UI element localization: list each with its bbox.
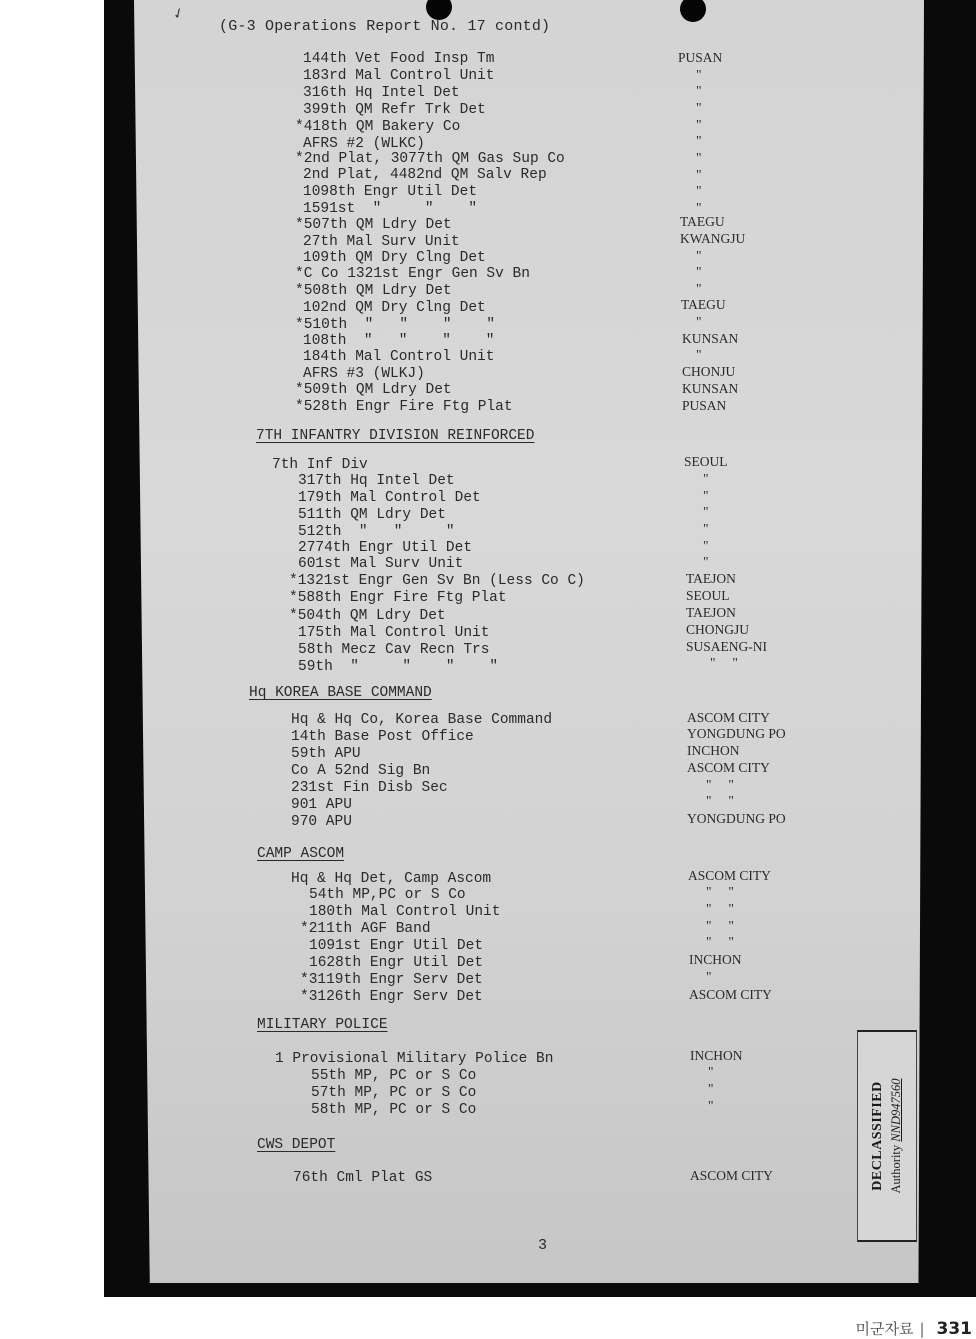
location: " bbox=[696, 281, 702, 296]
location: " bbox=[696, 83, 702, 98]
location: PUSAN bbox=[682, 398, 727, 413]
unit-entry: *3126th Engr Serv Det bbox=[300, 989, 483, 1005]
location: CHONJU bbox=[682, 364, 736, 379]
location: TAEGU bbox=[681, 297, 726, 312]
unit-entry: 180th Mal Control Unit bbox=[309, 904, 501, 920]
unit-entry: 58th MP, PC or S Co bbox=[311, 1102, 477, 1118]
location: SUSAENG-NI bbox=[686, 639, 767, 654]
location: " bbox=[703, 471, 709, 486]
location: ASCOM CITY bbox=[687, 710, 770, 725]
stamp-authority-label: Authority bbox=[889, 1144, 903, 1194]
unit-entry: 901 APU bbox=[291, 797, 352, 813]
location: ASCOM CITY bbox=[689, 987, 772, 1002]
section-title: MILITARY POLICE bbox=[257, 1017, 388, 1033]
unit-entry: 179th Mal Control Det bbox=[298, 490, 481, 506]
location: " bbox=[703, 488, 709, 503]
section-title: 7TH INFANTRY DIVISION REINFORCED bbox=[256, 428, 535, 444]
unit-entry: 316th Hq Intel Det bbox=[303, 85, 460, 101]
location: " " bbox=[706, 918, 734, 933]
location: " bbox=[696, 67, 702, 82]
unit-entry: 2774th Engr Util Det bbox=[298, 540, 473, 556]
unit-entry: 231st Fin Disb Sec bbox=[291, 780, 448, 796]
unit-entry: *507th QM Ldry Det bbox=[295, 217, 452, 233]
location: " " bbox=[710, 655, 738, 670]
location: " bbox=[696, 100, 702, 115]
unit-entry: 108th " " " " bbox=[303, 333, 495, 349]
unit-entry: 54th MP,PC or S Co bbox=[309, 887, 466, 903]
location: PUSAN bbox=[678, 50, 723, 65]
unit-entry: 55th MP, PC or S Co bbox=[311, 1068, 477, 1084]
declassified-stamp bbox=[857, 1030, 917, 1242]
location: TAEJON bbox=[686, 571, 736, 586]
unit-entry: 317th Hq Intel Det bbox=[298, 473, 455, 489]
unit-entry: *588th Engr Fire Ftg Plat bbox=[289, 590, 507, 606]
stamp-title: DECLASSIFIED bbox=[870, 1081, 885, 1191]
location: YONGDUNG PO bbox=[687, 726, 786, 741]
location: TAEJON bbox=[686, 605, 736, 620]
unit-entry: 102nd QM Dry Clng Det bbox=[303, 300, 486, 316]
section-title: Hq KOREA BASE COMMAND bbox=[249, 685, 432, 701]
location: " " bbox=[706, 793, 734, 808]
unit-entry: AFRS #3 (WLKJ) bbox=[303, 366, 425, 382]
paper-sheet bbox=[134, 0, 924, 1283]
unit-entry: 59th " " " " bbox=[298, 659, 499, 675]
unit-entry: Co A 52nd Sig Bn bbox=[291, 763, 431, 779]
location: " bbox=[696, 167, 702, 182]
location: " " bbox=[706, 884, 734, 899]
unit-entry: *528th Engr Fire Ftg Plat bbox=[295, 399, 513, 415]
section-title: CAMP ASCOM bbox=[257, 846, 345, 862]
stamp-authority-number: NND947560 bbox=[889, 1078, 903, 1142]
unit-entry: *211th AGF Band bbox=[300, 921, 431, 937]
location: INCHON bbox=[687, 743, 740, 758]
location: CHONGJU bbox=[686, 622, 750, 637]
location: " bbox=[703, 521, 709, 536]
location: " bbox=[706, 969, 712, 984]
location: " bbox=[696, 133, 702, 148]
unit-entry: *1321st Engr Gen Sv Bn (Less Co C) bbox=[289, 573, 585, 589]
unit-entry: 59th APU bbox=[291, 746, 361, 762]
location: " bbox=[696, 117, 702, 132]
location: " bbox=[696, 347, 702, 362]
location: " bbox=[708, 1064, 714, 1079]
location: " bbox=[703, 504, 709, 519]
location: KUNSAN bbox=[682, 381, 739, 396]
unit-entry: 511th QM Ldry Det bbox=[298, 507, 446, 523]
unit-entry: *2nd Plat, 3077th QM Gas Sup Co bbox=[295, 151, 565, 167]
check-mark-icon: ✓ bbox=[170, 4, 188, 24]
section-title: CWS DEPOT bbox=[257, 1137, 336, 1153]
unit-entry: 76th Cml Plat GS bbox=[293, 1170, 433, 1186]
unit-entry: 2nd Plat, 4482nd QM Salv Rep bbox=[303, 167, 547, 183]
unit-entry: *504th QM Ldry Det bbox=[289, 608, 446, 624]
unit-entry: 58th Mecz Cav Recn Trs bbox=[298, 642, 490, 658]
location: SEOUL bbox=[684, 454, 728, 469]
location: ASCOM CITY bbox=[687, 760, 770, 775]
footer-label: 미군자료 bbox=[855, 1320, 914, 1338]
unit-entry: 14th Base Post Office bbox=[291, 729, 474, 745]
location: " bbox=[708, 1098, 714, 1113]
location: " bbox=[703, 538, 709, 553]
location: INCHON bbox=[690, 1048, 743, 1063]
unit-entry: 57th MP, PC or S Co bbox=[311, 1085, 477, 1101]
unit-entry: 1091st Engr Util Det bbox=[309, 938, 484, 954]
location: SEOUL bbox=[686, 588, 730, 603]
unit-entry: *509th QM Ldry Det bbox=[295, 382, 452, 398]
unit-entry: 144th Vet Food Insp Tm bbox=[303, 51, 495, 67]
unit-entry: AFRS #2 (WLKC) bbox=[303, 136, 425, 152]
location: " bbox=[696, 200, 702, 215]
location: " bbox=[696, 183, 702, 198]
unit-entry: 512th " " " bbox=[298, 524, 455, 540]
unit-entry: 184th Mal Control Unit bbox=[303, 349, 495, 365]
unit-entry: 1591st " " " bbox=[303, 201, 478, 217]
location: " bbox=[696, 314, 702, 329]
location: " bbox=[696, 248, 702, 263]
location: ASCOM CITY bbox=[690, 1168, 773, 1183]
location: " " bbox=[706, 777, 734, 792]
unit-entry: *3119th Engr Serv Det bbox=[300, 972, 483, 988]
location: " bbox=[696, 264, 702, 279]
unit-entry: 109th QM Dry Clng Det bbox=[303, 250, 486, 266]
location: KUNSAN bbox=[682, 331, 739, 346]
report-header: (G-3 Operations Report No. 17 contd) bbox=[219, 18, 551, 35]
scanned-page-background bbox=[104, 0, 976, 1297]
location: " " bbox=[706, 901, 734, 916]
unit-entry: Hq & Hq Det, Camp Ascom bbox=[291, 871, 492, 887]
location: ASCOM CITY bbox=[688, 868, 771, 883]
unit-entry: 27th Mal Surv Unit bbox=[303, 234, 460, 250]
unit-entry: 1628th Engr Util Det bbox=[309, 955, 484, 971]
unit-entry: *508th QM Ldry Det bbox=[295, 283, 452, 299]
page-number: 3 bbox=[538, 1237, 548, 1254]
footer-separator: | bbox=[919, 1320, 925, 1338]
unit-entry: 399th QM Refr Trk Det bbox=[303, 102, 486, 118]
unit-entry: 1098th Engr Util Det bbox=[303, 184, 478, 200]
unit-entry: *510th " " " " bbox=[295, 317, 496, 333]
location: " bbox=[708, 1081, 714, 1096]
location: KWANGJU bbox=[680, 231, 746, 246]
unit-entry: *C Co 1321st Engr Gen Sv Bn bbox=[295, 266, 530, 282]
location: " bbox=[696, 150, 702, 165]
location: INCHON bbox=[689, 952, 742, 967]
unit-entry: 601st Mal Surv Unit bbox=[298, 556, 464, 572]
unit-entry: *418th QM Bakery Co bbox=[295, 119, 461, 135]
stamp-authority bbox=[887, 1036, 905, 1236]
unit-entry: 175th Mal Control Unit bbox=[298, 625, 490, 641]
unit-entry: 7th Inf Div bbox=[272, 457, 368, 473]
location: " " bbox=[706, 934, 734, 949]
unit-entry: 970 APU bbox=[291, 814, 352, 830]
unit-entry: 183rd Mal Control Unit bbox=[303, 68, 495, 84]
location: YONGDUNG PO bbox=[687, 811, 786, 826]
unit-entry: Hq & Hq Co, Korea Base Command bbox=[291, 712, 553, 728]
location: TAEGU bbox=[680, 214, 725, 229]
unit-entry: 1 Provisional Military Police Bn bbox=[275, 1051, 554, 1067]
footer-page-number: 331 bbox=[936, 1319, 972, 1339]
location: " bbox=[703, 554, 709, 569]
